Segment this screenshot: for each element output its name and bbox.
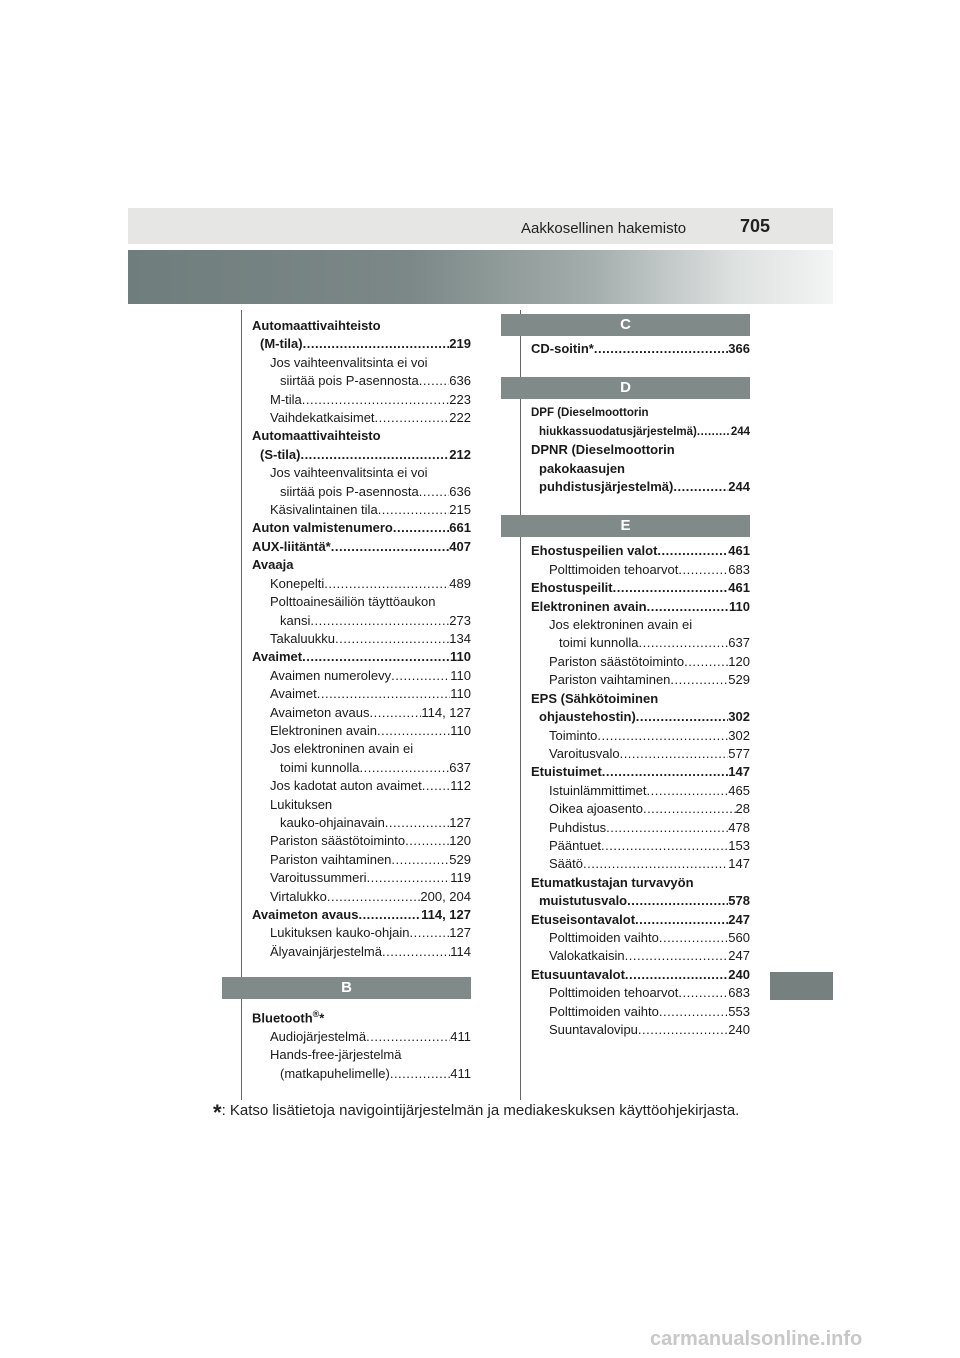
index-entry: Polttimoiden tehoarvot ..... 683	[531, 984, 750, 1002]
section-header-b: B	[222, 977, 471, 999]
index-entry: Jos elektroninen avain ei	[549, 617, 693, 633]
index-entry: muistutusvalo ..... 578	[531, 892, 750, 910]
index-entry: Jos vaihteenvalitsinta ei voi	[270, 354, 428, 370]
index-entry: Älyavainjärjestelmä ..... 114	[252, 943, 471, 961]
index-entry: Lukituksen kauko-ohjain ..... 127	[252, 924, 471, 942]
index-entry: Elektroninen avain ..... 110	[252, 722, 471, 740]
index-entry: Audiojärjestelmä ..... 411	[252, 1028, 471, 1046]
index-entry: EPS (Sähkötoiminen	[531, 690, 659, 706]
section-header-e: E	[501, 515, 750, 537]
index-entry: Etumatkustajan turvavyön	[531, 874, 694, 890]
index-entry: DPNR (Dieselmoottorin	[531, 442, 675, 458]
index-entry: Pariston vaihtaminen ..... 529	[252, 851, 471, 869]
page-number: 705	[740, 216, 771, 236]
index-entry: Varoitusvalo ..... 577	[531, 745, 750, 763]
index-entry: Etuseisontavalot ..... 247	[531, 911, 750, 929]
index-entry: Avaaja	[252, 557, 294, 573]
index-entry: Virtalukko ..... 200, 204	[252, 888, 471, 906]
index-entry: Lukituksen	[270, 796, 333, 812]
index-entry: Vaihdekatkaisimet ..... 222	[252, 409, 471, 427]
index-entry: Polttoainesäiliön täyttöaukon	[270, 594, 436, 610]
index-entry: Etuistuimet ..... 147	[531, 763, 750, 781]
index-entry: Varoitussummeri ..... 119	[252, 869, 471, 887]
index-entry: AUX-liitäntä* ..... 407	[252, 538, 471, 556]
header-title: Aakkosellinen hakemisto	[521, 220, 687, 237]
index-entry: Avaimen numerolevy ..... 110	[252, 667, 471, 685]
header-bar	[128, 208, 833, 244]
index-entry: Polttimoiden tehoarvot ..... 683	[531, 561, 750, 579]
index-entry: Istuinlämmittimet ..... 465	[531, 782, 750, 800]
index-entry: Pääntuet ..... 153	[531, 837, 750, 855]
index-entry: hiukkassuodatusjärjestelmä) ..... 244	[531, 423, 750, 441]
index-entry: siirtää pois P-asennosta ..... 636	[252, 483, 471, 501]
footnote-asterisk: *	[213, 1100, 222, 1125]
index-entry: CD-soitin* ..... 366	[531, 340, 750, 358]
index-entry: pakokaasujen	[539, 460, 625, 476]
index-entry: (S-tila) ..... 212	[252, 446, 471, 464]
index-entry: Pariston säästötoiminto ..... 120	[252, 832, 471, 850]
index-entry: Bluetooth®*	[252, 1009, 325, 1026]
index-entry: siirtää pois P-asennosta ..... 636	[252, 372, 471, 390]
index-entry: Avaimeton avaus ..... 114, 127	[252, 704, 471, 722]
index-entry: Pariston vaihtaminen ..... 529	[531, 671, 750, 689]
index-column-right	[531, 340, 750, 1039]
index-entry: Avaimet ..... 110	[252, 648, 471, 666]
column-divider-right	[520, 310, 521, 1100]
section-tab-marker	[770, 972, 833, 1000]
index-entry: Polttimoiden vaihto ..... 553	[531, 1003, 750, 1021]
index-entry: Automaattivaihteisto	[252, 428, 381, 444]
section-header-c-wrap	[531, 314, 750, 336]
index-entry: M-tila ..... 223	[252, 391, 471, 409]
index-entry: Pariston säästötoiminto ..... 120	[531, 653, 750, 671]
index-entry: Toiminto ..... 302	[531, 727, 750, 745]
index-entry: toimi kunnolla ..... 637	[252, 759, 471, 777]
index-entry: Avaimet ..... 110	[252, 685, 471, 703]
index-entry: Etusuuntavalot ..... 240	[531, 966, 750, 984]
index-entry: Ehostuspeilit ..... 461	[531, 579, 750, 597]
index-entry: Puhdistus ..... 478	[531, 819, 750, 837]
footnote-text: : Katso lisätietoja navigointijärjestelmän ja mediakeskuksen käyttöohjekirjasta.	[221, 1102, 740, 1119]
index-entry: DPF (Dieselmoottorin	[531, 407, 649, 420]
index-entry: ohjaustehostin) ..... 302	[531, 708, 750, 726]
section-header-d: D	[501, 377, 750, 399]
watermark: carmanualsonline.info	[650, 1328, 863, 1350]
index-entry: Säätö ..... 147	[531, 855, 750, 873]
header-banner	[128, 250, 833, 304]
index-entry: Auton valmistenumero ..... 661	[252, 519, 471, 537]
index-entry: Elektroninen avain ..... 110	[531, 598, 750, 616]
index-entry: (M-tila) ..... 219	[252, 335, 471, 353]
index-entry: (matkapuhelimelle) ..... 411	[252, 1065, 471, 1083]
index-entry: Hands-free-järjestelmä	[270, 1047, 402, 1063]
index-entry: Jos elektroninen avain ei	[270, 741, 414, 757]
index-entry: toimi kunnolla ..... 637	[531, 634, 750, 652]
section-header-c: C	[501, 314, 750, 336]
index-entry: Suuntavalovipu ..... 240	[531, 1021, 750, 1039]
index-entry: Ehostuspeilien valot ..... 461	[531, 542, 750, 560]
index-entry: Polttimoiden vaihto ..... 560	[531, 929, 750, 947]
index-entry: Jos kadotat auton avaimet ..... 112	[252, 777, 471, 795]
index-entry: Takaluukku ..... 134	[252, 630, 471, 648]
index-entry: Jos vaihteenvalitsinta ei voi	[270, 465, 428, 481]
index-entry: Oikea ajoasento ..... 28	[531, 800, 750, 818]
index-column-left	[252, 317, 471, 1083]
index-entry: puhdistusjärjestelmä) ..... 244	[531, 478, 750, 496]
index-entry: Valokatkaisin ..... 247	[531, 947, 750, 965]
index-entry: kauko-ohjainavain ..... 127	[252, 814, 471, 832]
index-entry: Automaattivaihteisto	[252, 318, 381, 333]
index-entry: Avaimeton avaus ..... 114, 127	[252, 906, 471, 924]
index-entry: Käsivalintainen tila ..... 215	[252, 501, 471, 519]
registered-mark: ®	[312, 1009, 320, 1020]
footnote	[213, 1100, 739, 1126]
index-entry: Konepelti ..... 489	[252, 575, 471, 593]
index-entry: kansi ..... 273	[252, 612, 471, 630]
